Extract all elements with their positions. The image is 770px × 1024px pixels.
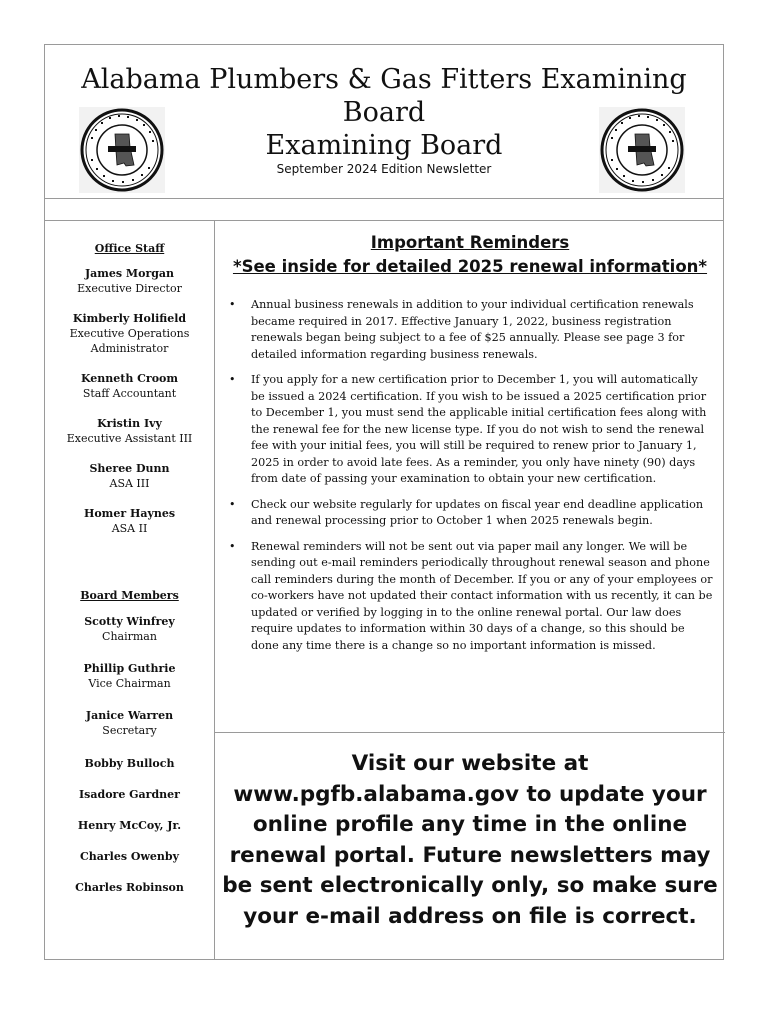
- board-member-entry: [45, 615, 214, 644]
- bullet-icon: •: [229, 539, 236, 553]
- staff-entry: [45, 462, 214, 491]
- board-seal-left: [79, 107, 165, 193]
- member-name: Janice Warren: [85, 709, 174, 722]
- reminder-text: Renewal reminders will not be sent out via paper mail any longer. We will be sending out e-mail reminders periodically throughout renewal season and phone call reminders during the month of December. If you or any of your employees or co-workers have not updated their contact information with us recently, it can be updated or verified by logging in to the online renewal portal. Our law does require updates to information within 30 days of a change, so this should be done any time there is a change so no important information is missed.: [251, 539, 713, 652]
- title-line-1: Alabama Plumbers & Gas Fitters Examining Board: [81, 64, 687, 128]
- member-role: Secretary: [102, 724, 157, 737]
- staff-entry: [45, 312, 214, 356]
- member-name: Henry McCoy, Jr.: [77, 819, 182, 832]
- member-name: Charles Owenby: [79, 850, 179, 863]
- staff-name: Homer Haynes: [83, 507, 176, 520]
- bullet-icon: •: [229, 373, 236, 386]
- title-line-2: Examining Board: [265, 130, 503, 161]
- staff-name: Kimberly Holifield: [72, 312, 187, 325]
- website-notice: Visit our website at www.pgfb.alabama.gov to update your online profile any time in the online renewal portal. Future newsletters may be sent electronically only, so make sure your e-mail address on file is correct.: [222, 751, 718, 929]
- sidebar: [45, 221, 215, 959]
- member-name: Bobby Bulloch: [84, 757, 175, 770]
- newsletter-header: [45, 45, 723, 199]
- important-reminders-section: [215, 221, 725, 733]
- member-name: Isadore Gardner: [79, 788, 180, 801]
- board-member-entry: [45, 881, 214, 895]
- board-member-entry: [45, 819, 214, 833]
- staff-role: Executive Operations Administrator: [69, 327, 190, 355]
- reminder-text: Annual business renewals in addition to your individual certification renewals became required in 2017. Effective January 1, 2022, business registration renewals began being subject to a fee of $25 annually. Please see page 3 for detailed information regarding business renewals.: [251, 298, 694, 361]
- reminders-list: [227, 297, 715, 663]
- header-divider-band: [45, 198, 723, 221]
- staff-role: Executive Director: [77, 282, 182, 295]
- office-staff-heading: Office Staff: [94, 242, 165, 255]
- list-item: [227, 497, 715, 530]
- staff-entry: [45, 417, 214, 446]
- staff-name: James Morgan: [84, 267, 175, 280]
- member-role: Vice Chairman: [88, 677, 171, 690]
- staff-role: Executive Assistant III: [66, 432, 193, 445]
- bullet-icon: •: [229, 298, 236, 311]
- bullet-icon: •: [229, 497, 236, 511]
- reminder-text: Check our website regularly for updates on fiscal year end deadline application and renewal processing prior to October 1 when 2025 renewals begin.: [251, 497, 704, 527]
- staff-name: Kenneth Croom: [80, 372, 179, 385]
- member-role: Chairman: [102, 630, 157, 643]
- reminders-heading: Important Reminders: [370, 233, 570, 252]
- list-item: [227, 539, 715, 655]
- staff-entry: [45, 267, 214, 296]
- board-seal-right: [599, 107, 685, 193]
- reminders-title: [215, 231, 725, 279]
- member-name: Phillip Guthrie: [83, 662, 176, 675]
- board-member-entry: [45, 757, 214, 771]
- staff-role: ASA III: [109, 477, 150, 490]
- staff-role: Staff Accountant: [82, 387, 177, 400]
- board-member-entry: [45, 850, 214, 864]
- member-name: Scotty Winfrey: [84, 615, 175, 628]
- board-members-heading: Board Members: [80, 589, 179, 602]
- list-item: [227, 372, 715, 488]
- edition-label: September 2024 Edition Newsletter: [276, 162, 492, 176]
- staff-name: Kristin Ivy: [97, 417, 162, 430]
- reminders-subheading: *See inside for detailed 2025 renewal information*: [232, 257, 708, 276]
- reminder-text: If you apply for a new certification prior to December 1, you will automatically be issued a 2024 certification. If you wish to be issued a 2025 certification prior to December 1, you must send the applicable initial certification fees along with the renewal fee for the new license type. If you do not wish to send the renewal fee with your initial fees, you will still be required to renew prior to January 1, 2025 in order to avoid late fees. As a reminder, you only have ninety (90) days from date of passing your examination to obtain your new certification.: [251, 373, 707, 485]
- staff-entry: [45, 507, 214, 536]
- board-member-entry: [45, 788, 214, 802]
- staff-entry: [45, 372, 214, 401]
- board-member-entry: [45, 709, 214, 738]
- staff-name: Sheree Dunn: [89, 462, 170, 475]
- newsletter-page: [44, 44, 724, 960]
- staff-role: ASA II: [111, 522, 148, 535]
- board-member-entry: [45, 662, 214, 691]
- list-item: [227, 297, 715, 363]
- member-name: Charles Robinson: [75, 881, 184, 894]
